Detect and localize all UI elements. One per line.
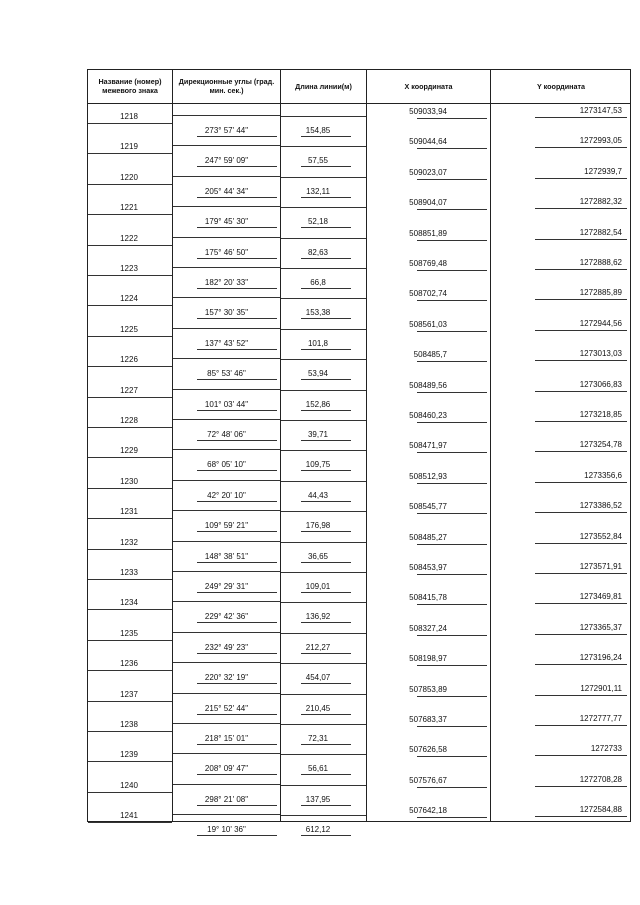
x-coordinate: 508545,77 xyxy=(409,502,447,512)
row-divider xyxy=(281,694,366,695)
line-length: 53,94 xyxy=(307,369,329,379)
row-divider xyxy=(173,541,280,542)
row-divider xyxy=(88,518,172,519)
y-coordinate: 1272882,32 xyxy=(579,197,622,207)
row-divider xyxy=(173,115,280,116)
y-coordinate: 1273365,37 xyxy=(579,622,622,632)
row-divider xyxy=(88,153,172,154)
row-divider xyxy=(417,726,487,727)
row-divider xyxy=(88,579,172,580)
row-divider xyxy=(88,670,172,671)
row-divider xyxy=(197,379,277,380)
line-length: 57,55 xyxy=(307,156,329,166)
row-divider xyxy=(197,562,277,563)
row-divider xyxy=(173,480,280,481)
row-divider xyxy=(281,359,366,360)
direction-angle: 298° 21' 08" xyxy=(204,794,249,804)
row-divider xyxy=(88,488,172,489)
row-divider xyxy=(417,756,487,757)
y-coordinate: 1272885,89 xyxy=(579,288,622,298)
y-coordinate: 1273066,83 xyxy=(579,379,622,389)
row-divider xyxy=(173,176,280,177)
row-divider xyxy=(173,662,280,663)
row-divider xyxy=(301,501,351,502)
row-divider xyxy=(301,470,351,471)
line-length: 176,98 xyxy=(305,521,331,531)
row-divider xyxy=(281,268,366,269)
line-length: 136,92 xyxy=(305,612,331,622)
row-divider xyxy=(88,427,172,428)
y-coordinate: 1272888,62 xyxy=(579,258,622,267)
row-divider xyxy=(88,397,172,398)
direction-angle: 157° 30' 35" xyxy=(204,308,249,318)
row-divider xyxy=(281,177,366,178)
line-length: 66,8 xyxy=(310,278,326,287)
row-divider xyxy=(173,389,280,390)
row-divider xyxy=(535,664,627,665)
row-divider xyxy=(301,592,351,593)
row-divider xyxy=(173,328,280,329)
row-divider xyxy=(535,391,627,392)
line-length: 82,63 xyxy=(307,247,329,257)
row-divider xyxy=(417,544,487,545)
row-divider xyxy=(281,724,366,725)
row-divider xyxy=(173,449,280,450)
row-divider xyxy=(173,723,280,724)
row-divider xyxy=(281,785,366,786)
point-name: 1226 xyxy=(120,355,138,365)
x-coordinate: 507853,89 xyxy=(409,684,447,694)
row-divider xyxy=(535,573,627,574)
row-divider xyxy=(197,197,277,198)
row-divider xyxy=(301,410,351,411)
row-divider xyxy=(535,482,627,483)
row-divider xyxy=(417,270,487,271)
x-coordinate: 508460,23 xyxy=(409,411,447,420)
row-divider xyxy=(281,238,366,239)
row-divider xyxy=(281,298,366,299)
direction-angle: 208° 09' 47" xyxy=(204,764,249,774)
row-divider xyxy=(301,379,351,380)
line-length: 52,18 xyxy=(307,217,329,227)
line-length: 109,75 xyxy=(305,460,331,470)
line-length: 210,45 xyxy=(305,703,331,713)
coordinates-table xyxy=(87,69,632,835)
line-length: 101,8 xyxy=(307,338,329,348)
column-divider xyxy=(490,69,491,822)
row-divider xyxy=(173,571,280,572)
row-divider xyxy=(281,390,366,391)
row-divider xyxy=(173,693,280,694)
y-coordinate: 1272901,11 xyxy=(580,683,622,693)
row-divider xyxy=(301,805,351,806)
y-coordinate: 1273254,78 xyxy=(579,440,622,450)
row-divider xyxy=(281,815,366,816)
y-coordinate: 1273571,91 xyxy=(579,562,622,571)
row-divider xyxy=(173,206,280,207)
row-divider xyxy=(417,452,487,453)
row-divider xyxy=(88,245,172,246)
header-x: X координата xyxy=(404,81,453,91)
point-name: 1220 xyxy=(120,172,138,182)
direction-angle: 68° 05' 10" xyxy=(207,460,246,470)
row-divider xyxy=(301,622,351,623)
row-divider xyxy=(417,240,487,241)
line-length: 454,07 xyxy=(305,673,331,683)
x-coordinate: 508471,97 xyxy=(409,441,447,451)
direction-angle: 101° 03' 44" xyxy=(204,399,249,409)
row-divider xyxy=(535,421,627,422)
row-divider xyxy=(88,305,172,306)
row-divider xyxy=(197,410,277,411)
direction-angle: 229° 42' 36" xyxy=(204,612,249,622)
row-divider xyxy=(173,753,280,754)
row-divider xyxy=(88,184,172,185)
row-divider xyxy=(535,117,627,118)
direction-angle: 218° 15' 01" xyxy=(204,734,249,743)
point-name: 1221 xyxy=(120,203,138,213)
point-name: 1224 xyxy=(120,294,138,304)
row-divider xyxy=(535,178,627,179)
row-divider xyxy=(301,835,351,836)
row-divider xyxy=(281,633,366,634)
direction-angle: 220° 32' 19" xyxy=(204,673,249,683)
line-length: 137,95 xyxy=(305,794,331,804)
point-name: 1231 xyxy=(120,507,138,517)
row-divider xyxy=(417,513,487,514)
row-divider xyxy=(197,440,277,441)
x-coordinate: 509044,64 xyxy=(409,137,447,147)
x-coordinate: 508702,74 xyxy=(409,289,447,299)
row-divider xyxy=(197,501,277,502)
row-divider xyxy=(173,601,280,602)
x-coordinate: 508904,07 xyxy=(409,198,447,208)
row-divider xyxy=(535,543,627,544)
x-coordinate: 508453,97 xyxy=(409,563,447,572)
row-divider xyxy=(197,166,277,167)
row-divider xyxy=(535,603,627,604)
direction-angle: 205° 44' 34" xyxy=(204,186,249,196)
direction-angle: 42° 20' 10" xyxy=(207,490,246,500)
direction-angle: 148° 38' 51" xyxy=(204,551,249,561)
row-divider xyxy=(417,787,487,788)
row-divider xyxy=(301,531,351,532)
row-divider xyxy=(173,267,280,268)
row-divider xyxy=(301,227,351,228)
row-divider xyxy=(197,744,277,745)
point-name: 1229 xyxy=(120,446,138,456)
row-divider xyxy=(301,562,351,563)
row-divider xyxy=(535,269,627,270)
x-coordinate: 508485,27 xyxy=(409,532,447,542)
point-name: 1228 xyxy=(120,416,138,425)
row-divider xyxy=(535,239,627,240)
row-divider xyxy=(281,207,366,208)
row-divider xyxy=(88,761,172,762)
row-divider xyxy=(535,208,627,209)
header-length: Длина линии(м) xyxy=(295,81,352,91)
header-divider xyxy=(87,103,631,104)
row-divider xyxy=(535,330,627,331)
direction-angle: 247° 59' 09" xyxy=(204,156,249,166)
x-coordinate: 507642,18 xyxy=(409,806,447,816)
x-coordinate: 508489,56 xyxy=(409,380,447,390)
line-length: 132,11 xyxy=(306,186,330,196)
row-divider xyxy=(197,835,277,836)
row-divider xyxy=(88,731,172,732)
row-divider xyxy=(417,118,487,119)
row-divider xyxy=(88,549,172,550)
x-coordinate: 508485,7 xyxy=(413,350,447,360)
row-divider xyxy=(301,349,351,350)
line-length: 154,85 xyxy=(305,126,331,135)
line-length: 109,01 xyxy=(305,582,331,591)
header-name: Название (номер) межевого знака xyxy=(98,77,162,95)
row-divider xyxy=(197,349,277,350)
header-angle: Дирекционные углы (град. мин. сек.) xyxy=(178,77,275,95)
x-coordinate: 508512,93 xyxy=(409,471,447,481)
row-divider xyxy=(281,602,366,603)
y-coordinate: 1273147,53 xyxy=(579,106,622,115)
row-divider xyxy=(88,701,172,702)
row-divider xyxy=(281,450,366,451)
direction-angle: 175° 46' 50" xyxy=(204,247,249,257)
y-coordinate: 1272882,54 xyxy=(579,227,622,237)
y-coordinate: 1272708,28 xyxy=(579,774,622,784)
row-divider xyxy=(301,318,351,319)
row-divider xyxy=(535,360,627,361)
y-coordinate: 1272733 xyxy=(590,744,622,754)
row-divider xyxy=(417,696,487,697)
x-coordinate: 507626,58 xyxy=(409,745,447,755)
row-divider xyxy=(417,574,487,575)
row-divider xyxy=(417,817,487,818)
row-divider xyxy=(535,512,627,513)
row-divider xyxy=(417,331,487,332)
point-name: 1222 xyxy=(120,233,138,243)
row-divider xyxy=(197,592,277,593)
row-divider xyxy=(417,635,487,636)
row-divider xyxy=(197,805,277,806)
row-divider xyxy=(417,422,487,423)
row-divider xyxy=(197,136,277,137)
row-divider xyxy=(197,288,277,289)
direction-angle: 249° 29' 31" xyxy=(204,582,249,591)
point-name: 1218 xyxy=(120,112,138,121)
direction-angle: 232° 49' 23" xyxy=(204,642,249,652)
line-length: 39,71 xyxy=(307,430,329,439)
point-name: 1232 xyxy=(120,537,138,547)
row-divider xyxy=(281,329,366,330)
y-coordinate: 1273013,03 xyxy=(579,349,622,359)
row-divider xyxy=(417,604,487,605)
row-divider xyxy=(173,814,280,815)
row-divider xyxy=(281,116,366,117)
row-divider xyxy=(301,653,351,654)
point-name: 1230 xyxy=(120,476,138,486)
row-divider xyxy=(535,725,627,726)
row-divider xyxy=(88,275,172,276)
row-divider xyxy=(535,147,627,148)
x-coordinate: 508327,24 xyxy=(409,623,447,633)
row-divider xyxy=(281,146,366,147)
direction-angle: 109° 59' 21" xyxy=(204,521,249,531)
x-coordinate: 509033,94 xyxy=(409,107,447,116)
y-coordinate: 1273386,52 xyxy=(579,501,622,511)
row-divider xyxy=(197,227,277,228)
x-coordinate: 508561,03 xyxy=(409,319,447,329)
point-name: 1223 xyxy=(120,264,138,273)
line-length: 612,12 xyxy=(305,825,331,835)
row-divider xyxy=(417,148,487,149)
row-divider xyxy=(535,451,627,452)
x-coordinate: 508415,78 xyxy=(409,593,447,603)
row-divider xyxy=(88,366,172,367)
point-name: 1234 xyxy=(120,598,138,608)
point-name: 1238 xyxy=(120,720,138,729)
y-coordinate: 1273196,24 xyxy=(579,653,622,663)
row-divider xyxy=(88,609,172,610)
row-divider xyxy=(417,300,487,301)
row-divider xyxy=(88,214,172,215)
row-divider xyxy=(301,166,351,167)
row-divider xyxy=(173,358,280,359)
point-name: 1227 xyxy=(120,385,138,395)
y-coordinate: 1272584,88 xyxy=(579,805,622,815)
row-divider xyxy=(88,123,172,124)
point-name: 1233 xyxy=(120,568,138,577)
row-divider xyxy=(281,420,366,421)
direction-angle: 179° 45' 30" xyxy=(204,217,249,227)
row-divider xyxy=(301,683,351,684)
row-divider xyxy=(197,653,277,654)
row-divider xyxy=(281,542,366,543)
point-name: 1237 xyxy=(120,689,138,699)
direction-angle: 72° 48' 06" xyxy=(207,430,246,439)
y-coordinate: 1273218,85 xyxy=(579,410,622,419)
line-length: 153,38 xyxy=(305,308,331,318)
x-coordinate: 507576,67 xyxy=(409,775,447,785)
row-divider xyxy=(417,179,487,180)
row-divider xyxy=(197,683,277,684)
direction-angle: 182° 20' 33" xyxy=(204,278,249,287)
direction-angle: 137° 43' 52" xyxy=(204,338,249,348)
y-coordinate: 1272939,7 xyxy=(584,166,622,176)
y-coordinate: 1272777,77 xyxy=(579,714,622,723)
row-divider xyxy=(301,744,351,745)
row-divider xyxy=(197,470,277,471)
row-divider xyxy=(197,622,277,623)
row-divider xyxy=(88,336,172,337)
line-length: 56,61 xyxy=(307,764,329,774)
row-divider xyxy=(535,695,627,696)
row-divider xyxy=(281,511,366,512)
row-divider xyxy=(197,531,277,532)
direction-angle: 19° 10' 36" xyxy=(207,825,246,835)
header-y: Y координата xyxy=(537,81,585,91)
row-divider xyxy=(173,237,280,238)
point-name: 1225 xyxy=(120,324,138,334)
row-divider xyxy=(173,632,280,633)
row-divider xyxy=(535,634,627,635)
row-divider xyxy=(197,774,277,775)
row-divider xyxy=(417,361,487,362)
line-length: 44,43 xyxy=(307,490,329,500)
direction-angle: 85° 53' 46" xyxy=(207,369,246,379)
x-coordinate: 508851,89 xyxy=(409,228,447,238)
row-divider xyxy=(301,288,351,289)
line-length: 36,65 xyxy=(307,551,329,561)
row-divider xyxy=(417,665,487,666)
y-coordinate: 1273356,6 xyxy=(584,470,622,480)
x-coordinate: 509023,07 xyxy=(409,167,447,177)
row-divider xyxy=(301,258,351,259)
row-divider xyxy=(417,392,487,393)
direction-angle: 215° 52' 44" xyxy=(204,703,249,713)
row-divider xyxy=(173,510,280,511)
row-divider xyxy=(88,457,172,458)
row-divider xyxy=(173,297,280,298)
row-divider xyxy=(301,440,351,441)
row-divider xyxy=(301,197,351,198)
row-divider xyxy=(197,258,277,259)
row-divider xyxy=(88,640,172,641)
y-coordinate: 1273552,84 xyxy=(579,531,622,541)
row-divider xyxy=(281,572,366,573)
row-divider xyxy=(281,663,366,664)
x-coordinate: 507683,37 xyxy=(409,715,447,724)
point-name: 1219 xyxy=(120,142,138,152)
row-divider xyxy=(173,145,280,146)
point-name: 1235 xyxy=(120,628,138,638)
row-divider xyxy=(301,136,351,137)
row-divider xyxy=(197,714,277,715)
point-name: 1241 xyxy=(120,811,138,821)
x-coordinate: 508198,97 xyxy=(409,654,447,664)
point-name: 1240 xyxy=(120,780,138,790)
point-name: 1239 xyxy=(120,750,138,760)
y-coordinate: 1272993,05 xyxy=(579,136,622,146)
row-divider xyxy=(535,755,627,756)
row-divider xyxy=(417,483,487,484)
line-length: 152,86 xyxy=(305,399,331,409)
x-coordinate: 508769,48 xyxy=(409,259,447,268)
row-divider xyxy=(88,822,172,823)
row-divider xyxy=(173,784,280,785)
row-divider xyxy=(535,786,627,787)
y-coordinate: 1272944,56 xyxy=(579,318,622,328)
row-divider xyxy=(173,419,280,420)
row-divider xyxy=(88,792,172,793)
direction-angle: 273° 57' 44" xyxy=(204,126,249,135)
row-divider xyxy=(535,816,627,817)
point-name: 1236 xyxy=(120,659,138,669)
line-length: 72,31 xyxy=(307,734,329,743)
row-divider xyxy=(417,209,487,210)
row-divider xyxy=(197,318,277,319)
row-divider xyxy=(535,299,627,300)
y-coordinate: 1273469,81 xyxy=(579,592,622,602)
row-divider xyxy=(281,481,366,482)
row-divider xyxy=(281,754,366,755)
row-divider xyxy=(301,714,351,715)
line-length: 212,27 xyxy=(305,642,331,652)
row-divider xyxy=(301,774,351,775)
